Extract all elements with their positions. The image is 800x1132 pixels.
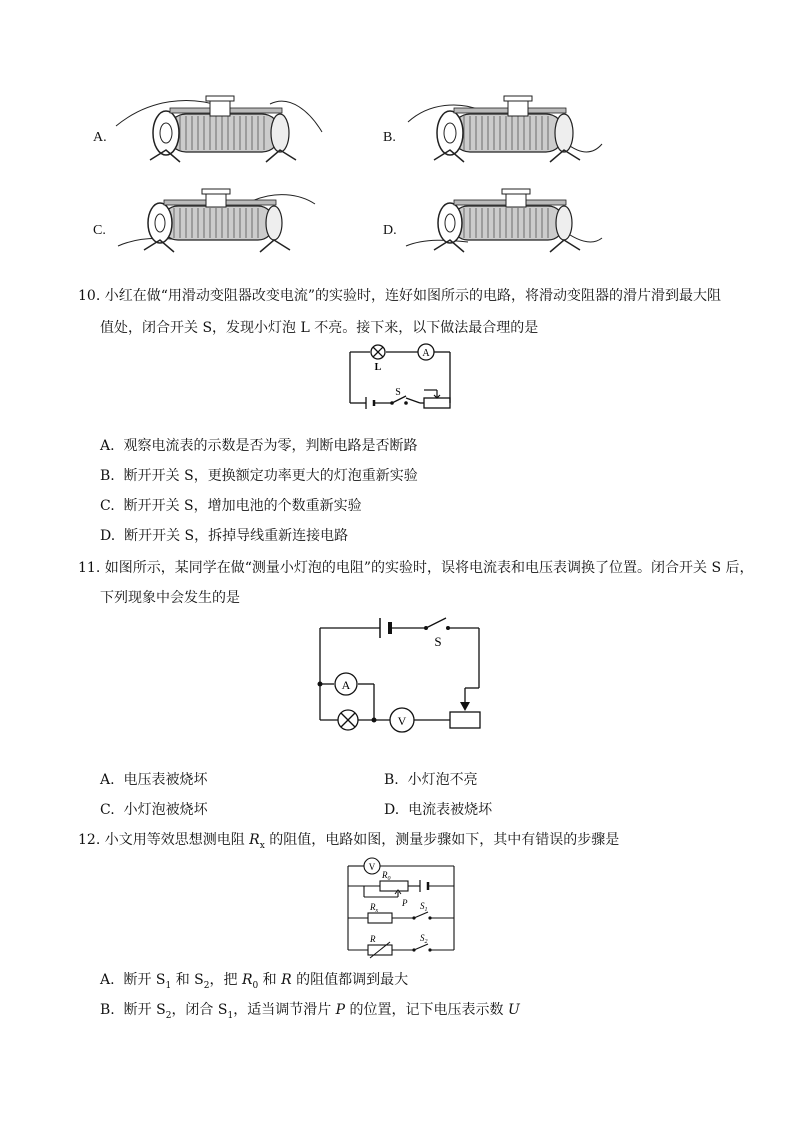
- q10-option-a: A. 观察电流表的示数是否为零，判断电路是否断路: [100, 438, 418, 454]
- q12-r0-label: $R_0$: [382, 870, 391, 882]
- q9-option-a-letter: A.: [93, 130, 107, 145]
- rheostat-d-image: [400, 188, 605, 258]
- q11-circuit-diagram: [314, 614, 490, 742]
- rheostat-a-image: [110, 92, 325, 170]
- q10-lamp-icon: [371, 345, 385, 359]
- q10-stem-line1: 10. 小红在做“用滑动变阻器改变电流”的实验时，连好如图所示的电路，将滑动变阻器的滑片滑到最大阻: [78, 288, 722, 304]
- q10-circuit-diagram: [340, 340, 460, 412]
- q11-ammeter-label: A: [341, 678, 351, 692]
- q12-option-b: B. 断开 $S_2$，闭合 $S_1$，适当调节滑片 P 的位置，记下电压表示数 U: [100, 1002, 520, 1021]
- q11-stem-line2: 下列现象中会发生的是: [100, 590, 240, 606]
- q10-lamp-label: L: [374, 362, 382, 373]
- q11-switch-label: S: [434, 634, 442, 649]
- q12-battery-icon: [420, 880, 428, 892]
- q12-option-a: A. 断开 $S_1$ 和 $S_2$，把 $R_0$ 和 R 的阻值都调到最大: [100, 972, 409, 991]
- q11-voltmeter-label: V: [397, 714, 407, 728]
- q11-stem-line1: 11. 如图所示，某同学在做“测量小灯泡的电阻”的实验时，误将电流表和电压表调换了位置。闭合开关 S 后，: [78, 560, 754, 576]
- q9-option-c-letter: C.: [93, 223, 106, 238]
- q11-battery-icon: [380, 618, 390, 638]
- q11-option-a: A. 电压表被烧坏: [100, 772, 208, 788]
- q9-option-b-letter: B.: [383, 130, 396, 145]
- q10-option-c: C. 断开开关 S，增加电池的个数重新实验: [100, 498, 362, 514]
- q12-s1-label: $S_1$: [420, 901, 428, 913]
- q12-circuit-diagram: [340, 852, 460, 960]
- q10-battery-icon: [366, 397, 374, 409]
- q12-voltmeter-label: V: [368, 862, 376, 872]
- q9-option-d-letter: D.: [383, 223, 397, 238]
- q11-option-c: C. 小灯泡被烧坏: [100, 802, 208, 818]
- q10-rheostat-slider-icon: [424, 390, 440, 398]
- q10-ammeter-label: A: [422, 348, 430, 359]
- rheostat-c-image: [110, 188, 325, 258]
- q11-switch-icon: [426, 618, 446, 628]
- q11-lamp-icon: [338, 710, 358, 730]
- q12-stem-line1: 12. 小文用等效思想测电阻 $R_x$ 的阻值，电路如图，测量步骤如下，其中有错误的步骤是: [78, 832, 620, 851]
- q11-option-d: D. 电流表被烧坏: [384, 802, 493, 818]
- rheostat-b-image: [400, 92, 605, 170]
- q11-rheostat-slider-icon: [460, 688, 479, 711]
- q12-p-label: P: [402, 898, 408, 908]
- q11-option-b: B. 小灯泡不亮: [384, 772, 478, 788]
- q12-rx-label: $R_x$: [370, 902, 379, 914]
- q10-switch-label: S: [395, 387, 401, 398]
- q12-variable-resistor-arrow: [370, 942, 390, 958]
- q10-stem-line2: 值处，闭合开关 S，发现小灯泡 L 不亮。接下来，以下做法最合理的是: [100, 320, 539, 336]
- q12-r-label: R: [370, 934, 376, 944]
- q10-option-b: B. 断开开关 S，更换额定功率更大的灯泡重新实验: [100, 468, 418, 484]
- q12-s2-label: $S_2$: [420, 933, 428, 945]
- q10-option-d: D. 断开开关 S，拆掉导线重新连接电路: [100, 528, 349, 544]
